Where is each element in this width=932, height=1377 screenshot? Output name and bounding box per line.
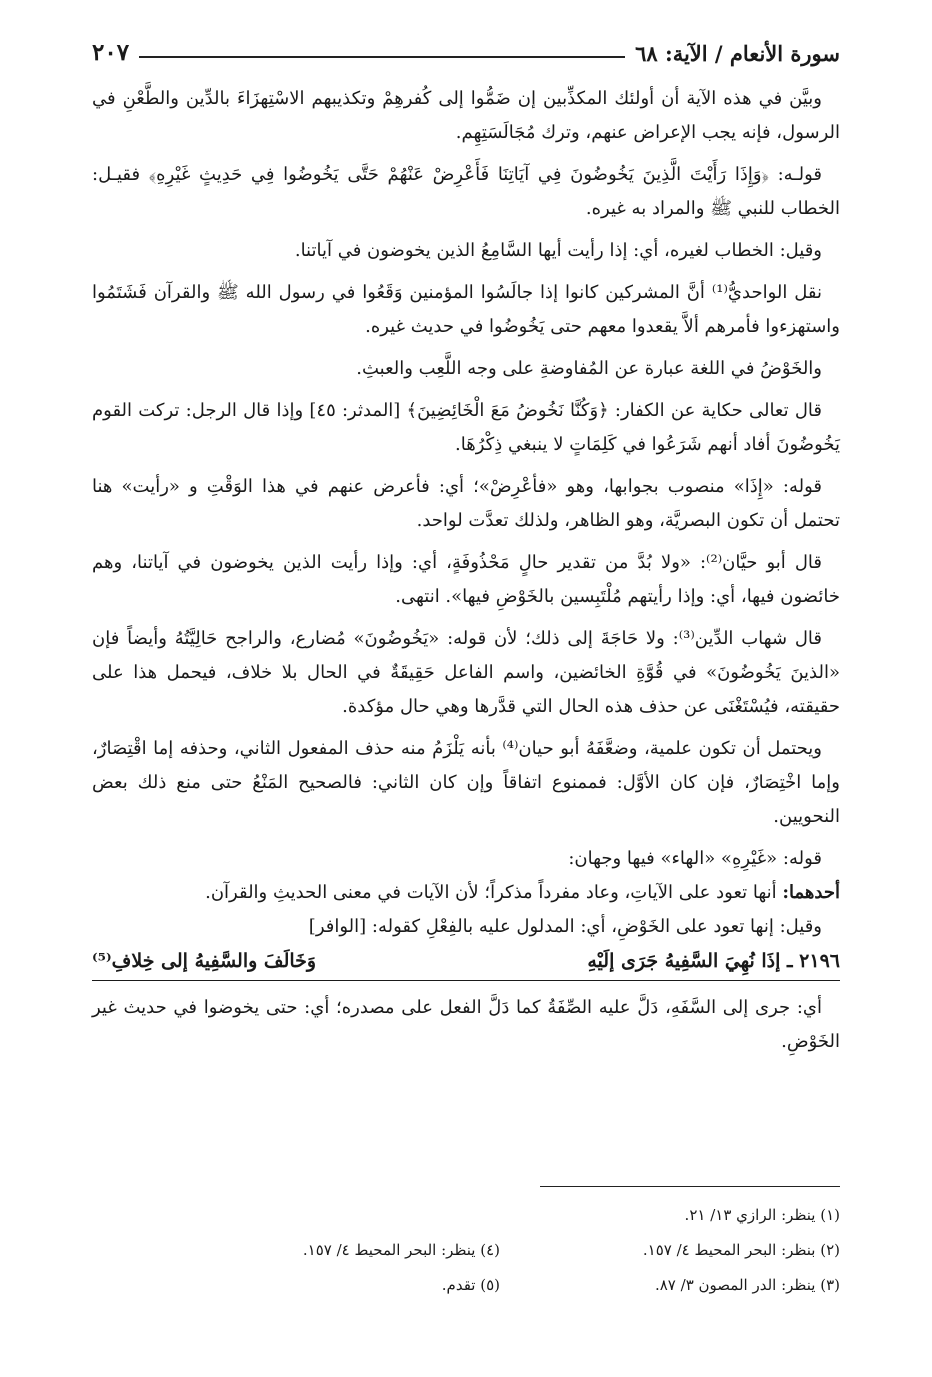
footnote-2: (٢) بنظر: البحر المحيط ٤/ ١٥٧. [642, 1241, 840, 1259]
footnotes [92, 1198, 840, 1303]
footnote-5: (٥) تقدم. [441, 1276, 500, 1294]
header-rule [139, 56, 625, 58]
closing-paragraph: أي: جرى إلى السَّفَهِ، دَلَّ عليه الصِّفَةُ كما دَلَّ الفعل على مصدره؛ أي: حتى يخوضوا في حديث غير الخَوْضِ. [92, 997, 840, 1052]
paragraph-4: نقل الواحديُّ⁽¹⁾ أنَّ المشركين كانوا إذا جالَسُوا المؤمنين وَقَعُوا في رسول الله ﷺ والقرآن فَشَتَمُوا واستهزءوا فأمرهم ألاَّ يقعدوا معهم حتى يَخُوضُوا في حديث غيره. [92, 282, 840, 337]
footnote-4: (٤) ينظر: البحر المحيط ٤/ ١٥٧. [302, 1241, 500, 1259]
first-aspect [92, 876, 840, 910]
paragraph-6: قال تعالى حكاية عن الكفار: ﴿وَكُنَّا نَخُوضُ مَعَ الْخَائِضِينَ﴾ [المدثر: ٤٥] وإذا قال الرجل: تركت القوم يَخُوضُونَ أفاد أنهم شَرَعُوا في كَلِمَاتٍ لا ينبغي ذِكْرُهَا. [92, 400, 840, 455]
running-header [92, 24, 840, 64]
paragraph-7: قوله: «إِذَا» منصوب بجوابها، وهو «فأعْرِضْ»؛ أي: فأعرض عنهم في هذا الوَقْتِ و «رأيت» هنا تحتمل أن تكون البصريَّة، وهو الظاهر، ولذلك تعدَّت لواحد. [92, 476, 840, 531]
footnote-separator [540, 1186, 840, 1187]
paragraph-8: قال أبو حيَّان⁽²⁾: «ولا بُدَّ من تقدير حالٍ مَحْذُوفَةٍ، أي: وإذا رأيت الذين يخوضون في آياتنا، وهم خائضون فيها، أي: وإذا رأيتهم مُلْتَبِسين بالخَوْضِ فيها». انتهى. [92, 552, 840, 607]
poem-verse [92, 944, 840, 981]
first-aspect-text: أنها تعود على الآياتِ، وعاد مفرداً مذكراً؛ لأن الآيات في معنى الحديثِ والقرآن. [205, 882, 783, 903]
header-surah-title: سورة الأنعام / الآية: ٦٨ [635, 41, 840, 66]
paragraph-9: قال شهاب الدِّين⁽³⁾: ولا حَاجَةَ إلى ذلك؛ لأن قوله: «يَخُوضُونَ» مُضارع، والراجح حَالِيَّتُهُ وأيضاً فإن «الذينَ يَخُوضُونَ» في قُوَّةِ الخائضين، واسم الفاعل حَقِيقَةٌ في الحال بلا خلاف، فيحمل هذا على حقيقته، فيُسْتَغْنَى عن حذف هذه الحال التي قدَّرها وهي حال مؤكدة. [92, 628, 840, 717]
footnote-1: (١) ينظر: الرازي ١٣/ ٢١. [684, 1206, 840, 1224]
main-text [92, 82, 840, 1067]
footnote-row-2 [92, 1233, 840, 1268]
paragraph-3: وقيل: الخطاب لغيره، أي: إذا رأيت أيها السَّامِعُ الذين يخوضون في آياتنا. [294, 240, 822, 261]
poem-first-hemistich: ٢١٩٦ ـ إذَا نُهِيَ السَّفِيهُ جَرَى إلَيْهِ [587, 950, 840, 972]
footnote-row-3 [92, 1268, 840, 1303]
footnote-row-1 [92, 1198, 840, 1233]
footnote-3: (٣) ينظر: الدر المصون ٣/ ٨٧. [654, 1276, 840, 1294]
first-aspect-label: أحدهما: [782, 882, 840, 903]
paragraph-5: والخَوْضُ في اللغة عبارة عن المُفاوضةِ على وجه اللَّعِب والعبثِ. [356, 358, 822, 379]
paragraph-1: وبيَّن في هذه الآية أن أولئك المكذِّبين إن ضَمُّوا إلى كُفرهِمْ وتكذيبهم الاسْتِهزَاءَ بالدِّين والطَّعْنِ في الرسول، فإنه يجب الإعراض عنهم، وترك مُجَالَسَتِهِم. [92, 88, 840, 143]
paragraph-10: ويحتمل أن تكون علمية، وضعَّفَهُ أبو حيان⁽⁴⁾ بأنه يَلْزَمُ منه حذف المفعول الثاني، وحذفه إما اقْتِصَارٌ، وإما اخْتِصَارٌ، فإن كان الأوَّل: فممنوع اتفاقاً وإن كان الثاني: فالصحيح المَنْعُ حتى منع ذلك بعض النحويين. [92, 738, 840, 827]
second-aspect: وقيل: إنها تعود على الخَوْضِ، أي: المدلول عليه بالفِعْلِ كقوله: [الوافر] [308, 916, 822, 937]
paragraph-11: قوله: «غَيْرِهِ» «الهاء» فيها وجهان: [568, 848, 822, 869]
paragraph-2: قولـه: ﴿وَإِذَا رَأَيْتَ الَّذِينَ يَخُوضُونَ فِي آيَاتِنَا فَأَعْرِضْ عَنْهُمْ حَتَّى يَخُوضُوا فِي حَدِيثٍ غَيْرِهِ﴾ فقيـل: الخطاب للنبي ﷺ والمراد به غيره. [92, 164, 840, 219]
poem-second-hemistich: وَخَالَفَ والسَّفِيهُ إلى خِلافِ⁽⁵⁾ [92, 950, 317, 972]
page-number: ٢٠٧ [92, 39, 130, 66]
